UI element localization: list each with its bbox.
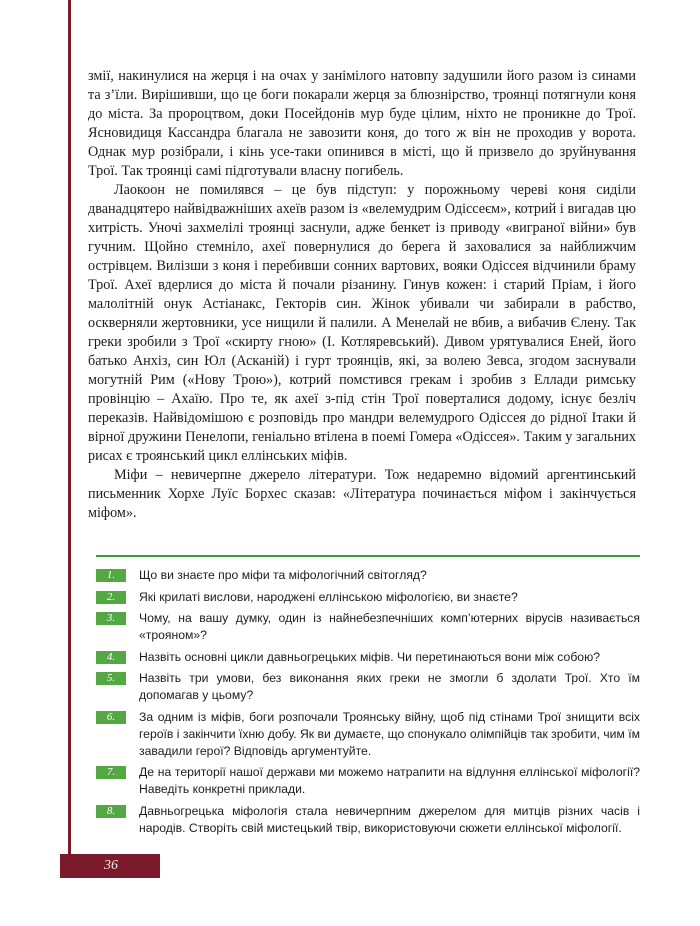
question-text: Де на території нашої держави ми можемо натрапити на відлуння еллінської міфології? Наведіть конкретні приклади. (139, 765, 640, 796)
question-text: Назвіть три умови, без виконання яких греки не змогли б здолати Трої. Хто їм допомагав у цьому? (139, 671, 640, 702)
page-number: 36 (60, 854, 160, 878)
questions-list (96, 567, 640, 841)
body-text (88, 67, 636, 523)
question-text: Чому, на вашу думку, один із найнебезпечніших комп’ютерних вірусів називається «трояном»? (139, 611, 640, 642)
question-item (96, 709, 640, 760)
question-text: Давньогрецька міфологія стала невичерпним джерелом для митців різних часів і народів. Створіть свій мистецький твір, використовуючи сюжети еллінської міфології. (139, 803, 640, 835)
question-text: Що ви знаєте про міфи та міфологічний світогляд? (139, 568, 427, 582)
question-number-badge: 3. (96, 612, 126, 625)
section-divider (96, 555, 640, 557)
question-number-badge: 4. (96, 651, 126, 664)
question-number-badge: 5. (96, 672, 126, 685)
question-item (96, 803, 640, 837)
paragraph: Міфи – невичерпне джерело літератури. Тож недаремно відомий аргентинський письменник Хорхе Луїс Борхес сказав: «Література починається міфом і закінчується міфом». (88, 467, 636, 521)
margin-rule (68, 0, 71, 858)
paragraph: змії, накинулися на жерця і на очах у занімілого натовпу задушили його разом із синами та з’їли. Вирішивши, що це боги покарали жерця за блюзнірство, троянці потягнули коня до міста. За пророцтвом, доки Посейдонів мур буде цілим, ніхто не проникне до Трої. Ясновидиця Кассандра благала не завозити коня, до того ж він не проходив у ворота. Однак мур розібрали, і кінь усе-таки опинився в місті, що й призвело до зруйнування Трої. Так троянці самі підготували власну погибель. (88, 68, 636, 179)
question-number-badge: 6. (96, 711, 126, 724)
question-item (96, 649, 640, 666)
question-text: За одним із міфів, боги розпочали Троянську війну, щоб під стінами Трої знищити всіх героїв і закінчити їхню добу. Як ви думаєте, що спонукало олімпійців так зробити, чим їм завадили герої? Відповідь аргументуйте. (139, 709, 640, 758)
question-number-badge: 7. (96, 766, 126, 779)
question-number-badge: 1. (96, 569, 126, 582)
question-number-badge: 2. (96, 591, 126, 604)
question-text: Назвіть основні цикли давньогрецьких міфів. Чи перетинаються вони між собою? (139, 649, 600, 664)
paragraph: Лаокоон не помилявся – це був підступ: у порожньому череві коня сиділи дванадцятеро найвідважніших ахеїв разом із «велемудрим Одіссеєм», котрий і вигадав цю хитрість. Уночі захмелілі троянці заснули, адже бенкет із приводу «виграної війни» був гучним. Щойно стемніло, ахеї повернулися до берега й заховалися за найближчим острівцем. Вилізши з коня і перебивши сонних вартових, вояки Одіссея відчинили браму Трої. Ахеї вдерлися до міста й почали різанину. Гинув кожен: і старий Пріам, і його малолітній онук Астіанакс, Гекторів син. Жінок убивали чи забирали в рабство, оскверняли жертовники, усе нищили й палили. А Менелай не вбив, а вибачив Єлену. Так греки зробили з Трої «скирту гною» (І. Котляревський). Дивом урятувалися Еней, його батько Анхіз, син Юл (Асканій) і гурт троянців, які, за волею Зевса, згодом заснували могутній Рим («Нову Трою»), котрий помстився грекам і зробив з Еллади римську провінцію – Ахаїю. Про те, як ахеї з-під стін Трої поверталися додому, існує безліч переказів. Найвідомішою є розповідь про мандри велемудрого Одіссея до рідної Ітаки й вірної дружини Пенелопи, геніально втілена в поемі Гомера «Одіссея». Таким у загальних рисах є троянський цикл еллінських міфів. (88, 182, 636, 464)
question-item (96, 610, 640, 644)
question-number-badge: 8. (96, 805, 126, 818)
question-item (96, 670, 640, 704)
question-item (96, 589, 640, 606)
question-item (96, 567, 640, 584)
question-text: Які крилаті вислови, народжені еллінською міфологією, ви знаєте? (139, 589, 518, 604)
question-item (96, 764, 640, 798)
